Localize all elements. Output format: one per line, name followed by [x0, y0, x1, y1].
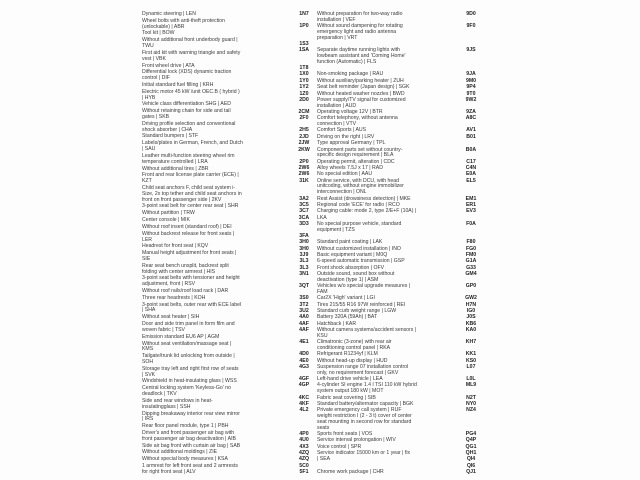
equipment-description: Without seat ventilation/massage seat | KMS	[142, 340, 232, 353]
equipment-description: Side air bag front with curtain air bag | SAB	[142, 442, 241, 449]
equipment-row	[142, 38, 294, 50]
equipment-row	[142, 354, 294, 366]
equipment-description: Wheel bolts with anti-theft protection (unlockable) | ABR	[142, 17, 225, 30]
option-code-secondary: GP0	[465, 283, 477, 290]
equipment-description: Without seat heater | SIH	[142, 314, 200, 321]
option-code: 4AF	[299, 327, 309, 334]
option-code-secondary: QI4	[466, 456, 476, 463]
option-code: 3U2	[299, 308, 309, 315]
equipment-row	[142, 335, 294, 341]
option-code: 4ZQ	[298, 456, 310, 463]
equipment-description: Windshield in heat-insulating glass | WSS	[142, 378, 237, 385]
equipment-description: 4-cylinder SI engine 1.4 l TSI 110 kW hybrid system output 180 kW | MOT	[317, 382, 417, 395]
equipment-description: Electric motor 45 kW /unit OEC.B ( hybrid ) | HYB	[142, 88, 240, 101]
equipment-description: Tires 215/55 R16 97W reinforced | REI	[317, 301, 406, 308]
option-code: 1T8	[299, 65, 309, 72]
equipment-description: Rear seat bench unsplit, backrest split folding with center armrest | HIS	[142, 262, 229, 275]
left-equipment-column	[142, 12, 294, 476]
equipment-description: Sports front seats | VOS	[317, 430, 373, 437]
equipment-row	[295, 457, 482, 463]
equipment-row	[142, 386, 294, 398]
option-code: 4GF	[298, 376, 310, 383]
equipment-description: Refrigerant R1234yf | KLM	[317, 351, 378, 358]
equipment-row	[142, 276, 294, 288]
equipment-row	[142, 83, 294, 89]
option-code: 2F0	[299, 115, 309, 122]
equipment-row	[142, 109, 294, 121]
option-code-secondary: NZ4	[466, 407, 476, 414]
option-code: 2W6	[298, 171, 310, 178]
option-code: 1X0	[299, 71, 309, 78]
equipment-row	[142, 218, 294, 224]
option-code: 3L3	[299, 264, 309, 271]
equipment-description: Without partition | TRW	[142, 210, 195, 217]
option-code: 2JW	[298, 140, 310, 147]
equipment-description: Power supply/TV signal for customized installation | AUD	[317, 96, 406, 109]
equipment-row	[142, 296, 294, 302]
option-code: 3D3	[299, 220, 309, 227]
equipment-description: Comfort Sports | AUS	[317, 127, 367, 134]
option-code-secondary: FM0	[465, 252, 477, 259]
option-code-secondary: KS0	[465, 357, 477, 364]
equipment-description: Left-hand drive vehicle | LEA	[317, 376, 383, 383]
equipment-description: Dynamic steering | LEN	[142, 11, 196, 17]
equipment-description: Without additional tires | ZBR	[142, 165, 209, 172]
option-code: 4ZQ	[298, 449, 310, 456]
option-code: 4P0	[299, 430, 309, 437]
equipment-description: Charging cable: mode 2, type 2/E+F (10A) |	[317, 208, 417, 215]
option-code: 4X3	[299, 443, 309, 450]
equipment-row	[142, 225, 294, 231]
equipment-row	[295, 116, 482, 128]
equipment-description: Manual height adjustment for front seats | SIE	[142, 250, 237, 262]
option-code-secondary: L0L	[466, 376, 476, 383]
equipment-description: Without camera systems/accident sensors | KSU	[317, 327, 417, 339]
option-code-secondary: E0A	[465, 171, 477, 178]
option-code: 5F1	[299, 469, 309, 476]
equipment-row	[142, 399, 294, 411]
option-code-secondary: F80	[466, 239, 476, 246]
option-code-secondary: 9F0	[466, 23, 476, 30]
equipment-description: Child seat anchors F, child seat system i- Size, 2x top tether and child seat anchors in front on front passenger side | 2KV	[142, 185, 242, 203]
option-code: 4KF	[299, 400, 309, 407]
equipment-description: Without head-up display | HUD	[317, 357, 388, 364]
option-code: 3J9	[299, 252, 309, 259]
option-code: 4D0	[299, 351, 309, 358]
option-code-secondary: 9T0	[466, 90, 476, 97]
equipment-description: Suspension range 07 installation control only, no requirement forecast | GKV	[317, 364, 409, 376]
equipment-row	[295, 272, 482, 284]
option-code: 1Y0	[299, 77, 309, 84]
equipment-description: 1 armrest for left front seat and 2 armrests for right front seat | ALV	[142, 463, 238, 475]
equipment-description: Vehicle class differentiation SHG | AED	[142, 101, 231, 108]
option-code-secondary: Q4P	[465, 437, 477, 444]
equipment-description: Tailgate/trunk lid unlocking from outside | SOH	[142, 353, 235, 365]
option-code-secondary: ER1	[465, 201, 477, 208]
equipment-row	[142, 173, 294, 185]
equipment-description: LKA	[317, 214, 327, 221]
equipment-row	[142, 264, 294, 276]
option-code-secondary: EM1	[465, 195, 477, 202]
equipment-description: Online service, with DCU, with head unitcoding, without engine immobilizer interconnection | ONL	[317, 177, 404, 196]
equipment-description: Without special body measures | KSA	[142, 456, 228, 463]
equipment-row	[142, 367, 294, 379]
equipment-description: Without backrest release for front seats | LER	[142, 230, 235, 243]
equipment-description: No special purpose vehicle, standard equipment | TZS	[317, 220, 402, 233]
option-code-secondary: C17	[466, 158, 476, 165]
option-code: 3S0	[299, 295, 309, 302]
option-code-secondary: F0A	[466, 220, 476, 227]
option-code-secondary: PG4	[465, 430, 477, 437]
equipment-description: Voice control | SPR	[317, 443, 362, 450]
equipment-description: Without customized installation | INO	[317, 245, 401, 252]
equipment-description: 6-speed automatic transmission | GSP	[317, 258, 405, 265]
equipment-description: Without auxiliary/parking heater | ZUH	[317, 77, 404, 84]
equipment-description: Battery 320A (59Ah) | BAT	[317, 314, 378, 321]
option-code-secondary: KA0	[465, 327, 477, 334]
option-code: 1S3	[299, 40, 309, 47]
option-code: 3QT	[298, 283, 310, 290]
equipment-description: Central locking system 'Keyless-Go' no deadlock | TKV	[142, 385, 231, 398]
equipment-row	[142, 303, 294, 315]
equipment-row	[142, 322, 294, 334]
option-code: 4AF	[299, 320, 309, 327]
option-code: 1P0	[299, 23, 309, 30]
option-code: 2P0	[299, 158, 309, 165]
equipment-row	[142, 12, 294, 18]
equipment-row	[142, 141, 294, 153]
option-code-secondary: KB6	[465, 320, 477, 327]
equipment-description: 3-point seat belts, outer rear with ECE label | SHA	[142, 301, 242, 314]
option-code: 4A0	[299, 314, 309, 321]
option-code: 3H0	[299, 239, 309, 246]
equipment-description: Standard battery/alternator capacity | BGK	[317, 400, 414, 407]
equipment-row	[295, 98, 482, 110]
option-code-secondary: 9D0	[466, 11, 476, 17]
option-code: 3L3	[299, 258, 309, 265]
option-code-secondary: G33	[466, 264, 476, 271]
equipment-description: Leather multi-function steering wheel rim temperature controlled | LRA	[142, 152, 235, 165]
equipment-row	[142, 464, 294, 476]
option-code: 4E1	[299, 339, 309, 346]
option-code: 2KW	[298, 146, 310, 153]
equipment-description: Front wheel drive | ATA	[142, 62, 195, 69]
option-code-secondary: A8C	[465, 115, 477, 122]
equipment-description: Fabric seat covering | SIB	[317, 394, 376, 401]
equipment-description: Comfort telephony, without antenna connection | VTV	[317, 115, 398, 128]
equipment-description: Without retaining chain for side and tail gates | SKB	[142, 108, 231, 121]
option-code: 3A2	[299, 195, 309, 202]
equipment-row	[142, 70, 294, 82]
equipment-description: Driving on the right | LRV	[317, 133, 375, 140]
equipment-description: Center console | MIK	[142, 217, 190, 224]
equipment-description: Outside sound, sound box without deactivation (type 1) | ASM	[317, 271, 395, 283]
equipment-description: Standard bumpers | STF	[142, 133, 199, 140]
option-code-secondary: B01	[466, 133, 476, 140]
equipment-description: Type approval Germany | TPL	[317, 140, 386, 147]
equipment-row	[295, 284, 482, 296]
option-code-secondary: IG0	[466, 308, 476, 315]
option-code: 2H5	[299, 127, 309, 134]
option-code-secondary: QJ1	[466, 469, 476, 476]
option-code-secondary: ML9	[465, 382, 477, 389]
right-equipment-column	[295, 12, 482, 476]
option-code-secondary: KH7	[465, 339, 477, 346]
option-code-secondary: GW2	[465, 295, 477, 302]
equipment-description: Separate daytime running lights with lowbeam assistant and 'Coming Home' function (Automatic) | FLS	[317, 47, 406, 65]
equipment-row	[295, 365, 482, 377]
equipment-description: Tool kit | BOW	[142, 30, 175, 37]
equipment-description: Rear floor panel module, type 1 | PBH	[142, 423, 229, 430]
equipment-row	[142, 289, 294, 295]
equipment-description: Storage tray left and right first row of seats | SVK	[142, 365, 239, 378]
option-code: 2W6	[298, 164, 310, 171]
equipment-row	[142, 154, 294, 166]
equipment-description: Front and rear license plate carrier (ECE) | KZT	[142, 172, 239, 185]
option-code-secondary: NY0	[465, 400, 477, 407]
option-code: 2D0	[299, 96, 309, 103]
equipment-description: Vehicles w/o special upgrade measures | FAM	[317, 283, 411, 296]
option-code-secondary: G1A	[465, 258, 477, 265]
option-code: 3H0	[299, 245, 309, 252]
equipment-row	[295, 340, 482, 352]
option-code: 3N1	[299, 271, 309, 278]
equipment-description: Differential lock (XDS) dynamic traction control | DIF	[142, 69, 232, 82]
equipment-description: Standard curb weight range | LGW	[317, 308, 397, 315]
option-code: 4U0	[299, 437, 309, 444]
equipment-description: Side and rear windows in heat- insulatingglass | SSH	[142, 397, 213, 410]
equipment-description: Standard paint coating | LAK	[317, 239, 383, 246]
option-code: 2JD	[299, 133, 309, 140]
equipment-description: Emission standard EU6 AP | AGM	[142, 333, 220, 340]
equipment-row	[295, 470, 482, 476]
equipment-description: Without roof rails/roof load rack | DAR	[142, 288, 229, 295]
equipment-description: Operating voltage 12V | BTR	[317, 109, 383, 115]
equipment-row	[142, 19, 294, 31]
equipment-description: Driving profile selection and conventional shock absorber | CHA	[142, 120, 236, 133]
option-code: 4KC	[298, 394, 310, 401]
option-code: 5C0	[299, 462, 309, 469]
equipment-description: Service interval prolongation | WIV	[317, 437, 396, 444]
equipment-row	[142, 232, 294, 244]
equipment-description: Door and side trim panel in form film and woven fabric | TSV	[142, 321, 235, 333]
equipment-row	[295, 48, 482, 65]
option-code-secondary: H7N	[465, 301, 477, 308]
equipment-description: Private emergency call system | RUF weight restriction I (2 - 3 t) cover of center seat mounting in second row for standard seats	[317, 407, 412, 431]
equipment-description: Operating permit, alteration | CDC	[317, 158, 395, 165]
option-code: 4GP	[298, 382, 310, 389]
equipment-description: Without heated washer nozzles | BWD	[317, 90, 405, 97]
equipment-description: Without roof insert (standard roof) | DEI	[142, 223, 232, 230]
equipment-row	[295, 148, 482, 160]
equipment-row	[142, 342, 294, 354]
option-code-secondary: KK1	[465, 351, 477, 358]
equipment-description: Chrome work package | CHR	[317, 469, 384, 476]
option-code: 3C7	[299, 208, 309, 215]
option-code: 3C5	[299, 201, 309, 208]
option-code-secondary: EV3	[466, 208, 476, 215]
option-code: 1Z0	[299, 90, 309, 97]
equipment-description: | SEA	[317, 456, 331, 463]
equipment-row	[295, 383, 482, 395]
equipment-description: Driver's and front passenger air bag with front passenger air bag deactivation | AIB	[142, 429, 236, 442]
option-code: 3FA	[299, 233, 309, 240]
option-code-secondary: GM4	[465, 271, 477, 278]
equipment-description: 3-point seat belt for center rear seat | SHR	[142, 203, 239, 210]
equipment-row	[295, 328, 482, 340]
equipment-row	[295, 408, 482, 431]
equipment-description: Non-smoking package | RAU	[317, 71, 384, 78]
option-code-secondary: EL5	[466, 177, 476, 184]
option-code: 1SA	[298, 47, 310, 54]
option-code: 31K	[299, 177, 309, 184]
option-code: 1N7	[299, 11, 309, 17]
equipment-description: Three rear headrests | KOH	[142, 294, 206, 301]
option-code-secondary: B0A	[465, 146, 477, 153]
equipment-description: Labels/plates in German, French, and Dutch | SAU	[142, 140, 243, 153]
option-code-secondary: L07	[466, 364, 476, 371]
equipment-description: No special edition | AAU	[317, 171, 373, 178]
option-code-secondary: N2T	[466, 394, 476, 401]
option-code: 1Y2	[299, 84, 309, 91]
equipment-description: Front shock absorption | OFV	[317, 264, 385, 271]
option-code-secondary: AV1	[466, 127, 476, 134]
equipment-row	[295, 12, 482, 24]
option-code-secondary: 9P4	[466, 84, 476, 91]
equipment-description: Climatronic (3-zone) with rear air conditioning control panel | RKA	[317, 339, 392, 351]
option-code-secondary: QH1	[465, 449, 477, 456]
equipment-description: Service indicator 15000 km or 1 year | fix	[317, 449, 411, 456]
option-code-secondary: 9JS	[466, 47, 476, 54]
equipment-description: Seat belt reminder (Japan design) | SGK	[317, 84, 410, 91]
equipment-description: Without sound dampening for rotating emergency light and radio antenna preparation | VRT	[317, 23, 403, 41]
option-code-secondary: 9ZA	[466, 109, 476, 115]
equipment-row	[142, 186, 294, 203]
option-code-secondary: 9W2	[465, 96, 477, 103]
option-code-secondary: QG1	[465, 443, 477, 450]
equipment-description: Without additional moldings | ZIE	[142, 449, 218, 456]
equipment-description: First aid kit with warning triangle and safety vest | VBK	[142, 49, 241, 62]
equipment-row	[142, 122, 294, 134]
option-code-secondary: 9M0	[465, 77, 477, 84]
equipment-description: Rest Assist (drowsiness detection) | MKE	[317, 195, 411, 202]
equipment-description: Hatchback | KAR	[317, 320, 357, 327]
equipment-row	[142, 251, 294, 263]
option-code-secondary: QI6	[466, 462, 476, 469]
option-code: 3CA	[298, 214, 310, 221]
option-code-secondary: J0S	[466, 314, 476, 321]
option-code: 4L2	[299, 407, 309, 414]
equipment-row	[142, 90, 294, 102]
equipment-description: Alloy wheels 7.5J x 17 | RAD	[317, 164, 383, 171]
equipment-description: Regional code 'ECE' for radio | RCO	[317, 201, 400, 208]
equipment-row	[295, 222, 482, 234]
option-code-secondary: 9JA	[466, 71, 476, 78]
option-code: 3T2	[299, 301, 309, 308]
equipment-description: Initial standard fuel filling | KRH	[142, 81, 214, 88]
equipment-description: Component parts set without country- specific design requirement | BLA	[317, 146, 403, 159]
equipment-description: Dipping breakaway interior rear view mirror | IRS	[142, 410, 240, 423]
equipment-description: Headrest for front seat | KQV	[142, 243, 209, 250]
option-code-secondary: FG0	[465, 245, 477, 252]
option-code-secondary: C4N	[465, 164, 477, 171]
option-code: 2CM	[298, 109, 310, 115]
equipment-row	[142, 51, 294, 63]
option-code: 4E0	[299, 357, 309, 364]
equipment-description: 3-point seat belts with tensioner and height adjustment, front | RSV	[142, 275, 240, 288]
equipment-row	[142, 412, 294, 424]
equipment-description: Without additional front underbody guard | TWU	[142, 37, 238, 50]
equipment-description: Car2X 'High' variant | LGI	[317, 295, 375, 302]
equipment-row	[142, 431, 294, 443]
equipment-row	[295, 24, 482, 41]
equipment-row	[295, 179, 482, 196]
equipment-description: Without preparation for two-way radio installation | VEF	[317, 11, 403, 23]
option-code: 4G3	[299, 364, 309, 371]
equipment-description: Basic equipment variant | M0Q	[317, 252, 388, 259]
